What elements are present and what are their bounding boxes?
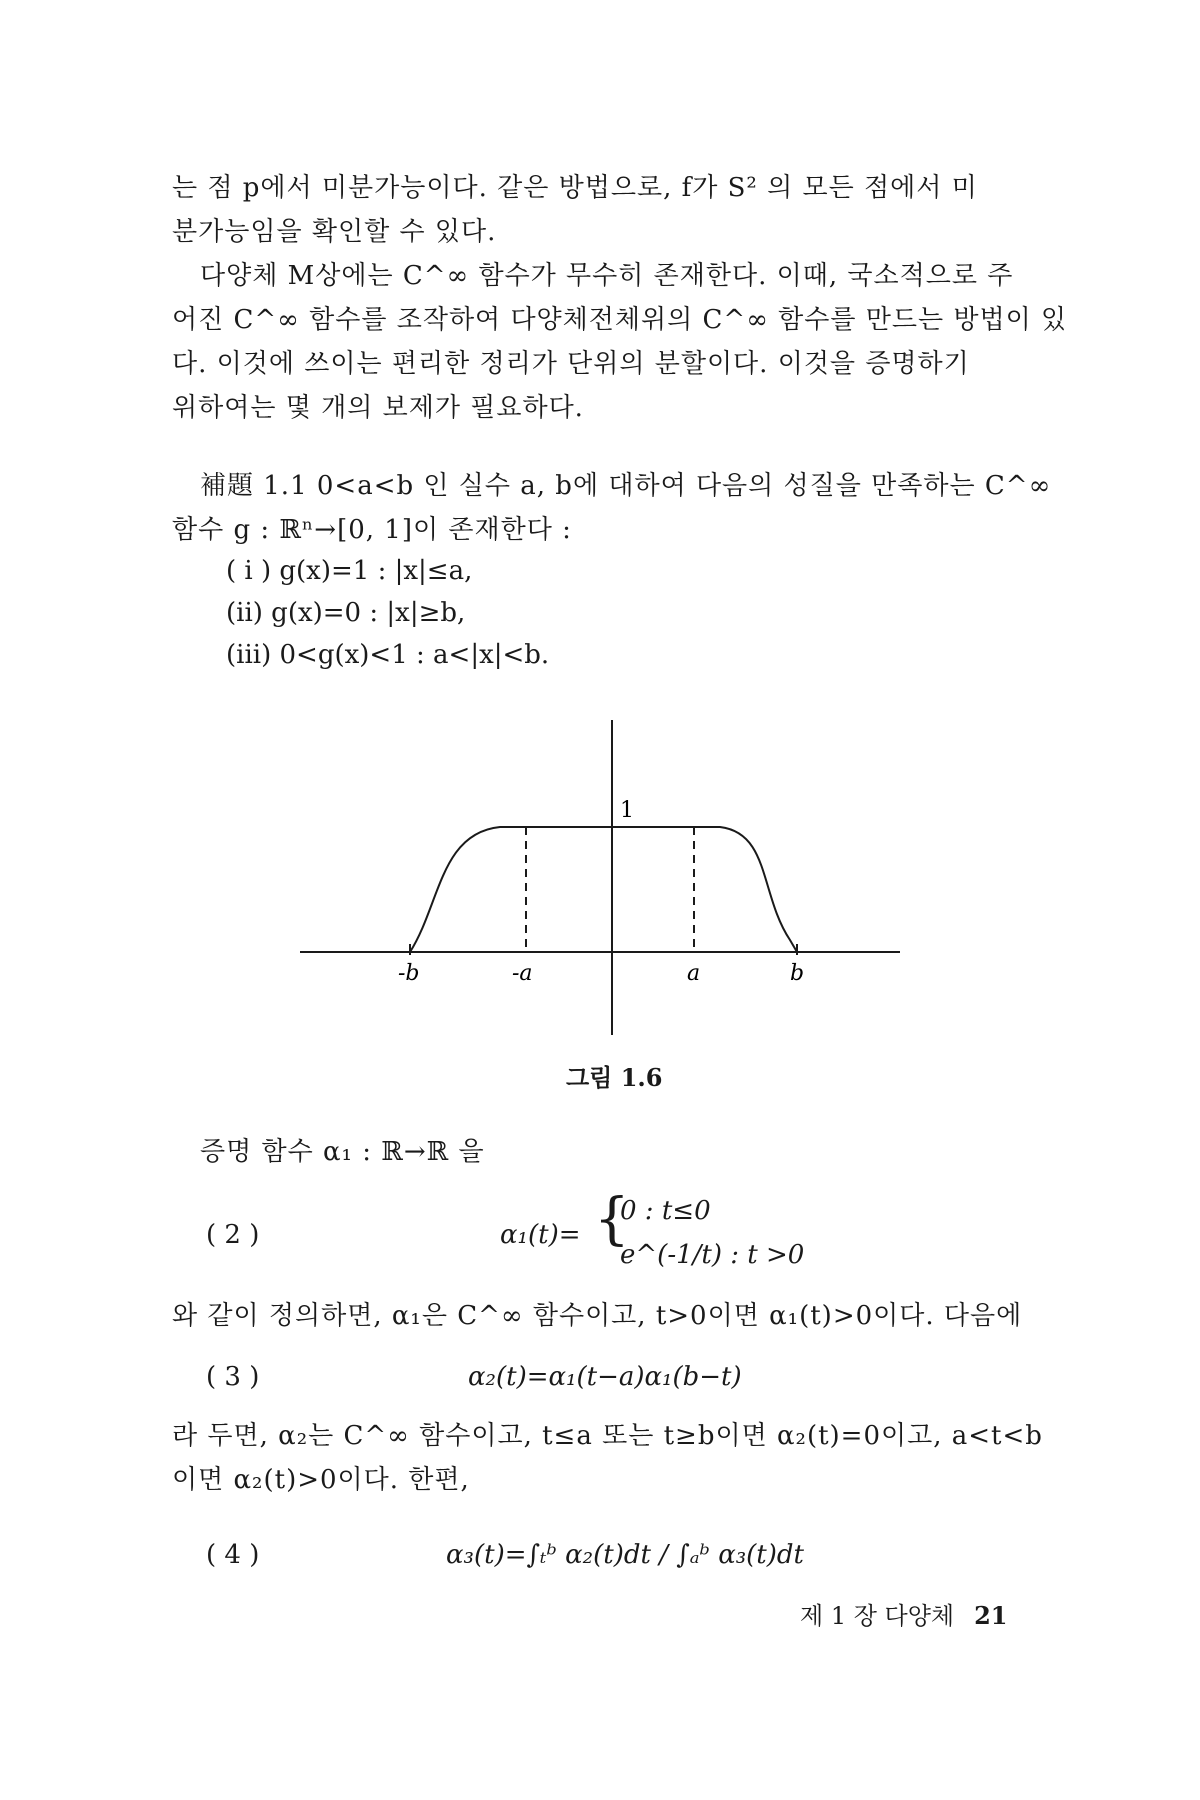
- equation-2-case2: e^(-1/t) : t >0: [620, 1240, 805, 1270]
- bump-curve: [410, 827, 797, 952]
- paragraph2-line2: 어진 C^∞ 함수를 조작하여 다양체전체위의 C^∞ 함수를 만드는 방법이 있: [172, 305, 1068, 335]
- paragraph2-line1: 다양체 M상에는 C^∞ 함수가 무수히 존재한다. 이때, 국소적으로 주: [200, 261, 1014, 291]
- bump-function-figure: [290, 715, 910, 1045]
- paragraph2-line3: 다. 이것에 쓰이는 편리한 정리가 단위의 분할이다. 이것을 증명하기: [172, 349, 970, 379]
- equation-2-case1: 0 : t≤0: [620, 1196, 711, 1226]
- lemma-statement-line1: 補題 1.1 0<a<b 인 실수 a, b에 대하여 다음의 성질을 만족하는 C^∞: [200, 471, 1052, 501]
- chapter-title: 제 1 장 다양체: [800, 1602, 955, 1630]
- figure-caption: 그림 1.6: [566, 1063, 663, 1092]
- equation-2-brace: {: [594, 1187, 630, 1252]
- label-one: 1: [620, 798, 634, 823]
- equation-3-number: ( 3 ): [206, 1362, 260, 1392]
- paragraph1-line2: 분가능임을 확인할 수 있다.: [172, 217, 497, 247]
- page-number: 21: [974, 1601, 1008, 1630]
- equation-2-number: ( 2 ): [206, 1220, 260, 1250]
- lemma-condition-1: ( i ) g(x)=1 : |x|≤a,: [226, 556, 473, 586]
- equation-3: α₂(t)=α₁(t−a)α₁(b−t): [468, 1362, 742, 1392]
- equation-4: α₃(t)=∫ₜᵇ α₂(t)dt / ∫ₐᵇ α₃(t)dt: [446, 1540, 804, 1570]
- lemma-condition-3: (iii) 0<g(x)<1 : a<|x|<b.: [226, 640, 550, 670]
- proof-text-after-eq3-line1: 라 두면, α₂는 C^∞ 함수이고, t≤a 또는 t≥b이면 α₂(t)=0이고, a<t<b: [172, 1421, 1043, 1451]
- tick-label-b: b: [790, 961, 805, 986]
- proof-intro: 증명 함수 α₁ : ℝ→ℝ 을: [200, 1137, 485, 1167]
- equation-2-lhs: α₁(t)=: [500, 1220, 581, 1250]
- tick-label-minus-a: -a: [512, 961, 533, 986]
- proof-text-after-eq2: 와 같이 정의하면, α₁은 C^∞ 함수이고, t>0이면 α₁(t)>0이다. 다음에: [172, 1301, 1023, 1331]
- paragraph2-line4: 위하여는 몇 개의 보제가 필요하다.: [172, 393, 584, 423]
- lemma-statement-line2: 함수 g : ℝⁿ→[0, 1]이 존재한다 :: [172, 515, 572, 545]
- page-footer: [800, 1596, 1007, 1631]
- paragraph1-line1: 는 점 p에서 미분가능이다. 같은 방법으로, f가 S² 의 모든 점에서 미: [172, 173, 978, 203]
- equation-4-number: ( 4 ): [206, 1540, 260, 1570]
- proof-text-after-eq3-line2: 이면 α₂(t)>0이다. 한편,: [172, 1465, 470, 1495]
- tick-label-a: a: [687, 961, 701, 986]
- tick-label-minus-b: -b: [398, 961, 420, 986]
- lemma-condition-2: (ii) g(x)=0 : |x|≥b,: [226, 598, 466, 628]
